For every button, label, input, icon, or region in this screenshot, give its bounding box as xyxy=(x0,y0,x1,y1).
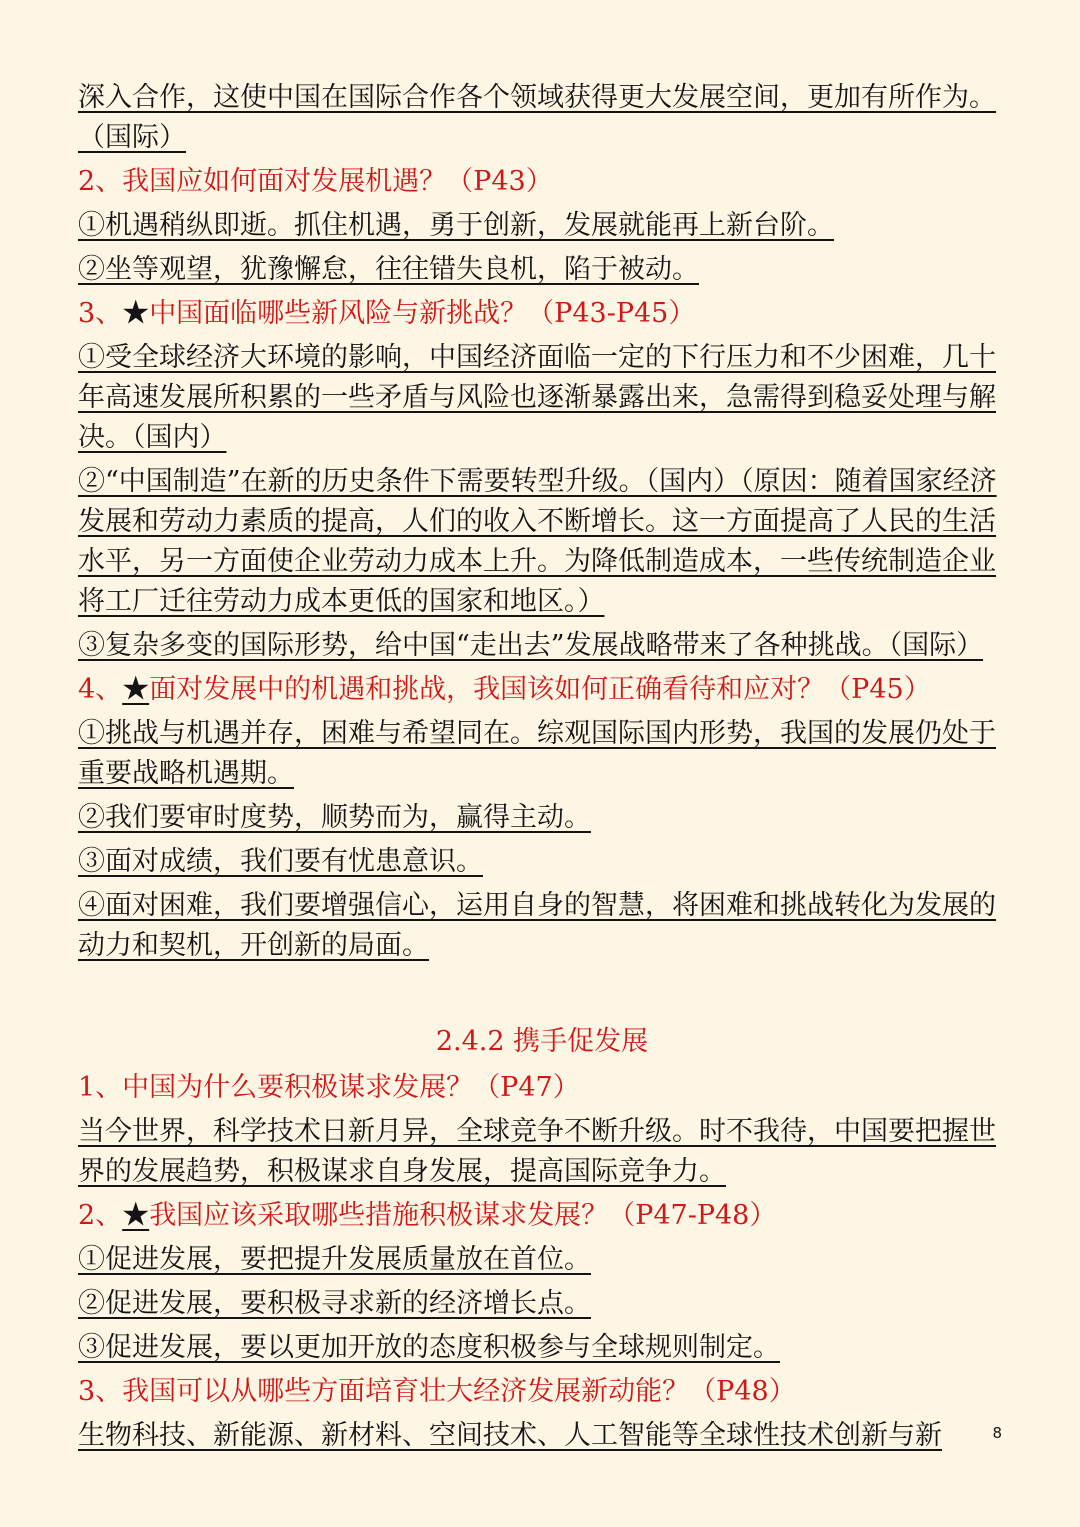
intro-paragraph: 深入合作，这使中国在国际合作各个领域获得更大发展空间，更加有所作为。（国际） xyxy=(78,82,996,153)
star-icon: ★ xyxy=(122,1200,150,1231)
question-3-title: 3、★中国面临哪些新风险与新挑战？（P43-P45） xyxy=(78,298,696,329)
section-question-3-title: 3、我国可以从哪些方面培育壮大经济发展新动能？（P48） xyxy=(78,1376,796,1407)
answer-item: ③复杂多变的国际形势，给中国“走出去”发展战略带来了各种挑战。（国际） xyxy=(78,630,984,661)
answer-item: ①受全球经济大环境的影响，中国经济面临一定的下行压力和不少困难，几十年高速发展所积累的一些矛盾与风险也逐渐暴露出来，急需得到稳妥处理与解决。（国内） xyxy=(78,342,996,453)
answer-item: ③面对成绩，我们要有忧患意识。 xyxy=(78,846,483,877)
answer-item: 生物科技、新能源、新材料、空间技术、人工智能等全球性技术创新与新 xyxy=(78,1420,942,1451)
section-question-1-title: 1、中国为什么要积极谋求发展？（P47） xyxy=(78,1072,580,1103)
answer-item: ②促进发展，要积极寻求新的经济增长点。 xyxy=(78,1288,591,1319)
star-icon: ★ xyxy=(122,674,150,705)
section-heading: 2.4.2 携手促发展 xyxy=(435,1026,649,1057)
answer-item: ①挑战与机遇并存，困难与希望同在。综观国际国内形势，我国的发展仍处于重要战略机遇期。 xyxy=(78,718,996,789)
answer-item: ③促进发展，要以更加开放的态度积极参与全球规则制定。 xyxy=(78,1332,780,1363)
answer-item: ①机遇稍纵即逝。抓住机遇，勇于创新，发展就能再上新台阶。 xyxy=(78,210,834,241)
section-question-2-title: 2、★我国应该采取哪些措施积极谋求发展？（P47-P48） xyxy=(78,1200,777,1231)
page-number: 8 xyxy=(992,1424,1002,1442)
answer-item: 当今世界，科学技术日新月异，全球竞争不断升级。时不我待，中国要把握世界的发展趋势，积极谋求自身发展，提高国际竞争力。 xyxy=(78,1116,996,1187)
question-2-title: 2、我国应如何面对发展机遇？（P43） xyxy=(78,166,553,197)
page-content xyxy=(78,78,1006,1460)
star-icon: ★ xyxy=(122,298,150,329)
answer-item: ②“中国制造”在新的历史条件下需要转型升级。（国内）（原因：随着国家经济发展和劳动力素质的提高，人们的收入不断增长。这一方面提高了人民的生活水平，另一方面使企业劳动力成本上升。为降低制造成本，一些传统制造企业将工厂迁往劳动力成本更低的国家和地区。） xyxy=(78,466,997,617)
answer-item: ②坐等观望，犹豫懈怠，往往错失良机，陷于被动。 xyxy=(78,254,699,285)
answer-item: ②我们要审时度势，顺势而为，赢得主动。 xyxy=(78,802,591,833)
answer-item: ①促进发展，要把提升发展质量放在首位。 xyxy=(78,1244,591,1275)
question-4-title: 4、★面对发展中的机遇和挑战，我国该如何正确看待和应对？（P45） xyxy=(78,674,931,705)
answer-item: ④面对困难，我们要增强信心，运用自身的智慧，将困难和挑战转化为发展的动力和契机，开创新的局面。 xyxy=(78,890,996,961)
